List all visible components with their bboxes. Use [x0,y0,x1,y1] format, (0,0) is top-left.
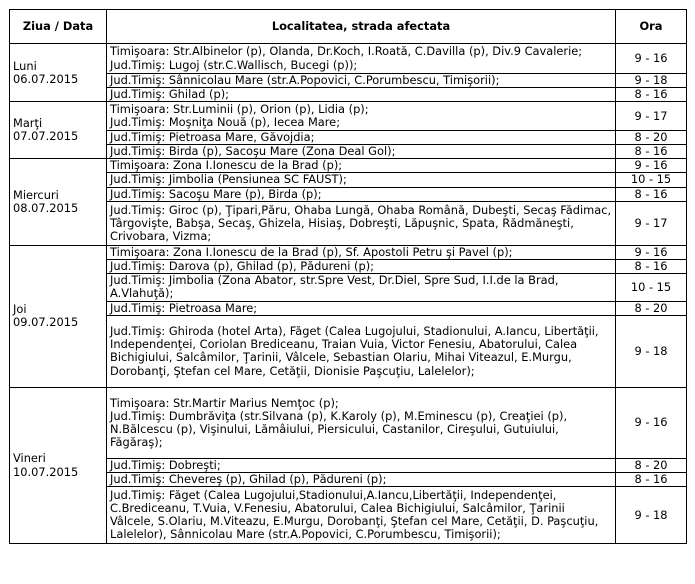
schedule-row [10,315,687,387]
schedule-row [10,273,687,301]
location-cell: Jud.Timiş: Birda (p), Sacoşu Mare (Zona Deal Gol); [107,145,616,159]
hour-cell: 8 - 20 [616,131,687,145]
schedule-row [10,159,687,173]
location-cell: Jud.Timiş: Sacoşu Mare (p), Birda (p); [107,187,616,201]
location-cell: Jud.Timiş: Pietroasa Mare; [107,301,616,315]
location-cell: Jud.Timiş: Ghilad (p); [107,88,616,102]
location-cell: Jud.Timiş: Jimbolia (Pensiunea SC FAUST); [107,173,616,187]
date-label: 10.07.2015 [13,464,79,479]
schedule-row [10,88,687,102]
location-cell: Timişoara: Zona I.Ionescu de la Brad (p), Sf. Apostoli Petru şi Pavel (p); [107,245,616,259]
hour-cell: 9 - 18 [616,74,687,88]
location-cell: Jud.Timiş: Darova (p), Ghilad (p), Pădureni (p); [107,259,616,273]
hour-cell: 10 - 15 [616,173,687,187]
hour-cell: 8 - 16 [616,259,687,273]
schedule-row [10,473,687,487]
location-cell: Jud.Timiş: Chevereş (p), Ghilad (p), Pădureni (p); [107,473,616,487]
location-cell: Jud.Timiş: Pietroasa Mare, Găvojdia; [107,131,616,145]
hour-cell: 9 - 16 [616,245,687,259]
day-cell [10,245,107,387]
schedule-row [10,458,687,472]
schedule-row [10,102,687,131]
day-cell [10,159,107,245]
schedule-row [10,187,687,201]
schedule-row [10,387,687,458]
weekday-label: Miercuri [13,187,59,202]
location-cell: Timişoara: Str.Luminii (p), Orion (p), Lidia (p); Jud.Timiş: Moşniţa Nouă (p), Iecea Mare; [107,102,616,131]
location-cell: Jud.Timiş: Sânnicolau Mare (str.A.Popovici, C.Porumbescu, Timişorii); [107,74,616,88]
schedule-row [10,173,687,187]
day-cell [10,44,107,102]
date-label: 09.07.2015 [13,315,79,330]
location-cell: Jud.Timiş: Jimbolia (Zona Abator, str.Spre Vest, Dr.Diel, Spre Sud, I.I.de la Brad, A.Vlahuţă); [107,273,616,301]
day-cell [10,387,107,543]
location-cell: Jud.Timiş: Giroc (p), Ţipari,Păru, Ohaba Lungă, Ohaba Română, Dubeşti, Secaş Fădimac, Târgovişte, Babşa, Secaş, Ghizela, Hisiaş, Dobreşti, Lăpuşnic, Spata, Rădmăneşti, Crivobara, Vizma; [107,201,616,245]
date-label: 08.07.2015 [13,201,79,216]
schedule-row [10,145,687,159]
hour-cell: 8 - 16 [616,473,687,487]
weekday-label: Vineri [13,451,46,466]
header-hour: Ora [616,10,687,44]
header-location: Localitatea, strada afectata [107,10,616,44]
weekday-label: Luni [13,58,37,73]
schedule-row [10,201,687,245]
schedule-row [10,245,687,259]
hour-cell: 9 - 16 [616,387,687,458]
hour-cell: 9 - 17 [616,201,687,245]
date-label: 06.07.2015 [13,71,79,86]
schedule-row [10,487,687,544]
schedule-row [10,301,687,315]
hour-cell: 9 - 17 [616,102,687,131]
schedule-row [10,44,687,74]
hour-cell: 9 - 16 [616,159,687,173]
hour-cell: 10 - 15 [616,273,687,301]
day-cell [10,102,107,159]
hour-cell: 8 - 20 [616,301,687,315]
location-cell: Timişoara: Str.Albinelor (p), Olanda, Dr.Koch, I.Roată, C.Davilla (p), Div.9 Cavalerie; Jud.Timiş: Lugoj (str.C.Wallisch, Bucegi (p)); [107,44,616,74]
hour-cell: 8 - 20 [616,458,687,472]
hour-cell: 9 - 18 [616,487,687,544]
date-label: 07.07.2015 [13,129,79,144]
hour-cell: 8 - 16 [616,145,687,159]
location-cell: Jud.Timiş: Ghiroda (hotel Arta), Făget (Calea Lugojului, Stadionului, A.Iancu, Libertăţii, Independenţei, Coriolan Brediceanu, Traian Vuia, Victor Fenesiu, Abatorului, Calea Bichigiului, Salcâmilor, Ţarinii, Vâlcele, Sebastian Olariu, Mihai Viteazul, E.Murgu, Dorobanţi, Ştefan cel Mare, Cetăţii, Dionisie Paşcuţiu, Lalelelor); [107,315,616,387]
hour-cell: 9 - 16 [616,44,687,74]
hour-cell: 9 - 18 [616,315,687,387]
hour-cell: 8 - 16 [616,88,687,102]
schedule-row [10,259,687,273]
location-cell: Jud.Timiş: Dobreşti; [107,458,616,472]
weekday-label: Joi [13,302,27,317]
header-day-date: Ziua / Data [10,10,107,44]
schedule-body [10,44,687,544]
location-cell: Timişoara: Zona I.Ionescu de la Brad (p); [107,159,616,173]
schedule-container [9,9,687,544]
schedule-row [10,131,687,145]
header-row [10,10,687,44]
hour-cell: 8 - 16 [616,187,687,201]
location-cell: Jud.Timiş: Făget (Calea Lugojului,Stadionului,A.Iancu,Libertăţii, Independenţei, C.Brediceanu, T.Vuia, V.Fenesiu, Abatorului, Calea Bichigiului, Salcâmilor, Ţarinii Vâlcele, S.Olariu, M.Viteazu, E.Murgu, Dorobanţi, Ştefan cel Mare, Cetăţii, D. Paşcuţiu, Lalelelor), Sânnicolau Mare (str.A.Popovici, C.Porumbescu, Timişorii); [107,487,616,544]
power-outage-schedule-table [9,9,687,544]
location-cell: Timişoara: Str.Martir Marius Nemţoc (p); Jud.Timiş: Dumbrăviţa (str.Silvana (p), K.Karoly (p), M.Eminescu (p), Creaţiei (p), N.Bălcescu (p), Vişinului, Lămâiului, Piersicului, Castanilor, Cireşului, Gutuiului, Făgăraş); [107,387,616,458]
weekday-label: Marţi [13,116,43,131]
schedule-row [10,74,687,88]
